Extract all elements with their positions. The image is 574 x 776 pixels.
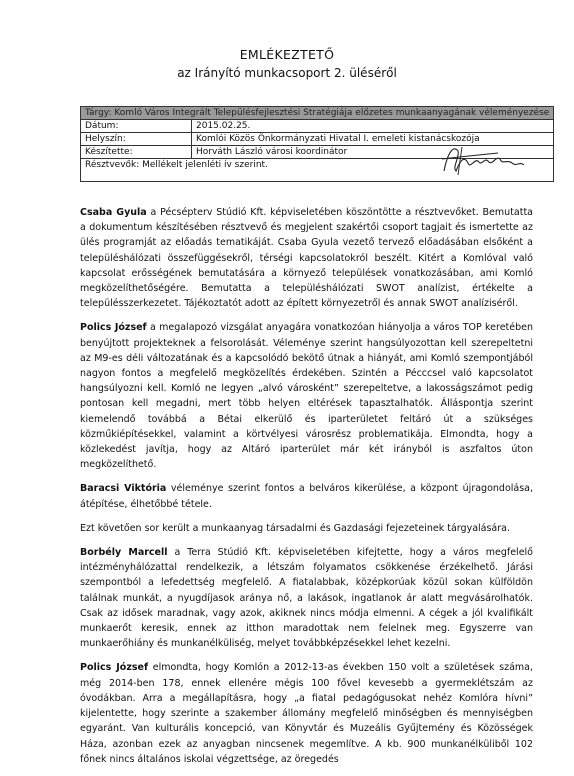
- date-value: 2015.02.25.: [192, 120, 554, 133]
- paragraph-1: [80, 205, 533, 311]
- location-label: Helyszín:: [81, 133, 192, 146]
- attendees-cell: Résztvevők: Mellékelt jelenléti ív szerint.: [81, 159, 554, 182]
- paragraph-text: a Pécsépterv Stúdió Kft. képviseletében köszöntötte a résztvevőket. Bemutatta a dokumentum készítésében résztvevő és megjelent szakértői csoport tagjait és ismertette az ülés programját az előadás tematikáját. Csaba Gyula vezető tervező előadásában elsőként a településhálózati összefüggésekről, térségi kapcsolatokról beszélt. Kitért a Komlóval való kapcsolat erősségének bemutatására a környező települések vonatkozásában, ami Komló megközelíthetőségére. Bemutatta a településhálózati SWOT analízist, értékelte a településszerkezetet. Tájékoztatót adott az épített környezetről és annak SWOT analíziséről.: [80, 207, 533, 310]
- document-title: EMLÉKEZTETŐ: [239, 47, 335, 62]
- paragraph-4: [80, 521, 533, 536]
- subject-row: [81, 107, 554, 120]
- speaker-name: Polics József: [80, 662, 149, 674]
- handwritten-signature: [438, 141, 528, 179]
- paragraph-2: [80, 320, 533, 472]
- document-body: [80, 205, 533, 776]
- date-label: Dátum:: [81, 120, 192, 133]
- paragraph-5: [80, 545, 533, 651]
- author-value: Horváth László városi koordinátor: [192, 146, 554, 159]
- date-row: [81, 120, 554, 133]
- paragraph-text: Ezt követően sor került a munkaanyag társadalmi és Gazdasági fejezeteinek tárgyalására.: [80, 522, 510, 534]
- subject-cell: Tárgy: Komló Város Integrált Településfejlesztési Stratégiája előzetes munkaanyagának véleményezése: [81, 107, 554, 120]
- document-subtitle: az Irányító munkacsoport 2. üléséről: [177, 66, 397, 80]
- speaker-name: Baracsi Viktória: [80, 483, 167, 495]
- paragraph-text: véleménye szerint fontos a belváros kikerülése, a központ újragondolása, átépítése, élhetőbbé tétele.: [80, 483, 534, 510]
- paragraph-text: a megalapozó vizsgálat anyagára vonatkozóan hiányolja a város TOP keretében benyújtott projekteknek a felsorolását. Véleménye szerint hangsúlyozottan kell szerepeltetni az M9-es déli változatának és a kapcsolódó bekötő útnak a hiányát, ami Komló szempontjából nagyon fontos a megfelelő megközelítés érdekében. Szintén a Pécccsel való kapcsolatot hangsúlyozni kell. Komló ne legyen „alvó városként” szerepeltetve, a lakosságszámot pedig pontosan kell megadni, mert több helyen eltérések tapasztalhatók. Álláspontja szerint kiemelendő továbbá a Bétai elkerülő és iparterületet feltáró út a szükséges közműkiépítésekkel, valamint a körtvélyesi városrész problematikája. Elmondta, hogy a közlekedést javítja, hogy az Altáró iparterület már két irányból is aszfaltos úton megközelíthető.: [80, 322, 534, 471]
- paragraph-text: a Terra Stúdió Kft. képviseletében kifejtette, hogy a város megfelelő intézményhálózattal rendelkezik, a létszám folyamatos csökkenése érzékelhető. Járási szempontból a lefedettség megfelelő. A fiatalabbak, középkorúak közül sokan külföldön találnak munkát, a nyugdíjasok aránya nő, a lakások, ingatlanok ár alatt megvásárolhatók. Csak az idősek maradnak, vagy azok, akiknek nincs módja elmenni. A cégek a jól kvalifikált munkaerőt keresik, ennek az itthon maradottak nem felelnek meg. Egyszerre van munkaerőhiány és munkanélküliség, melyet továbbképzésekkel lehet kezelni.: [80, 547, 533, 650]
- location-value: Komlói Közös Önkormányzati Hivatal I. emeleti kistanácskozója: [192, 133, 554, 146]
- speaker-name: Borbély Marcell: [80, 547, 168, 559]
- author-label: Készítette:: [81, 146, 192, 159]
- paragraph-text: elmondta, hogy Komlón a 2012-13-as években 150 volt a születések száma, még 2014-ben 178, ennek ellenére mégis 100 fővel kevesebb a gyermeklétszám az óvodákban. Arra a megállapításra, hogy „a fiatal pedagógusokat nehéz Komlóra hívni” kijelentette, hogy szerinte a szakember állomány megfelelő minőségben és mennyiségben egyaránt. Van kulturális koncepció, van Könyvtár és Muzeális Gyűjtemény és Közösségek Háza, azonban ezek az anyagban nincsenek megemlítve. A kb. 900 munkanélküliből 102 főnek nincs általános iskolai végzettsége, az öregedés: [80, 662, 533, 765]
- speaker-name: Polics József: [80, 322, 147, 334]
- paragraph-6: [80, 660, 533, 766]
- speaker-name: Csaba Gyula: [80, 207, 147, 218]
- paragraph-3: [80, 481, 533, 511]
